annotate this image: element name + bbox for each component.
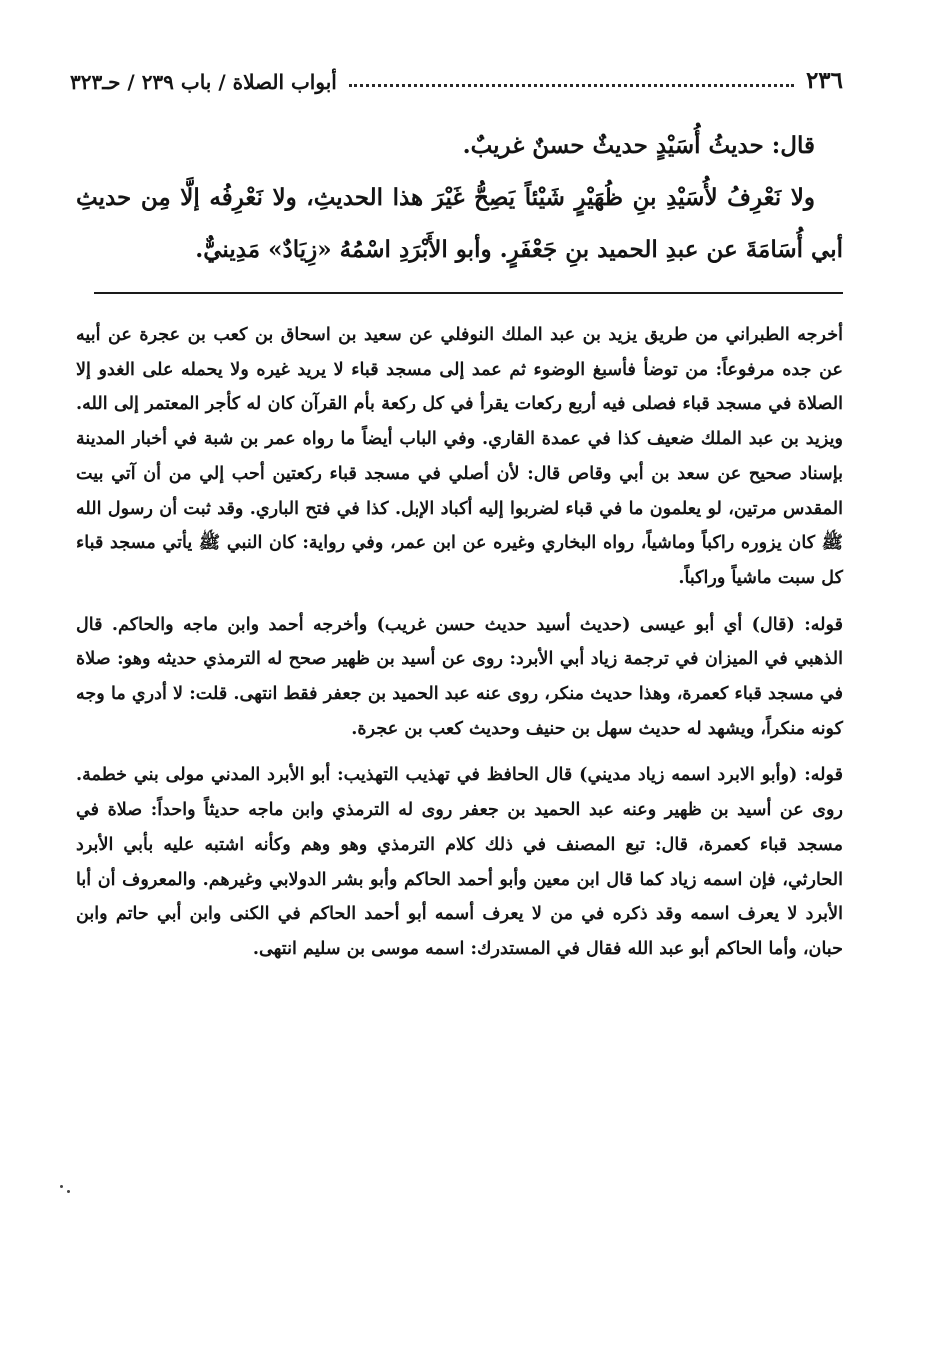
commentary-paragraph-3: قوله: (وأبو الابرد اسمه زياد مديني) قال الحافظ في تهذيب التهذيب: أبو الأبرد المدني مولى بني خطمة. روى عن أسيد بن ظهير وعنه عبد الحميد بن جعفر روى له الترمذي وابن ماجه حديثاً واحداً: صلاة في مسجد قباء كعمرة، قال: تبع المصنف في ذلك كلام الترمذي وهو وهم وكأنه اشتبه عليه بأبي الأبرد الحارثي، فإن اسمه زياد كما قال ابن معين وأبو أحمد الحاكم وأبو بشر الدولابي وغيرهم. والمعروف أن أبا الأبرد لا يعرف اسمه وقد ذكره في من لا يعرف أسمه أبو أحمد الحاكم في الكنى وابن أبي حاتم وابن حبان، وأما الحاكم أبو عبد الله فقال في المستدرك: اسمه موسى بن سليم انتهى. xyxy=(76,764,843,959)
scan-speck xyxy=(67,1190,70,1193)
footnote-separator-rule xyxy=(94,292,843,294)
header-dotted-leader xyxy=(349,84,794,87)
scan-speck xyxy=(60,1185,63,1188)
page-number: ٢٣٦ xyxy=(805,67,843,94)
main-text-line-1: قال: حديثُ أُسَيْدٍ حديثٌ حسنٌ غريبٌ. xyxy=(462,132,815,159)
running-title: أبواب الصلاة / باب ٢٣٩ / حـ٣٢٣ xyxy=(70,70,337,94)
commentary-paragraph-1: أخرجه الطبراني من طريق يزيد بن عبد الملك النوفلي عن سعيد بن اسحاق بن كعب بن عجرة عن أبيه عن جده مرفوعاً: من توضأ فأسبغ الوضوء ثم عمد إلى مسجد قباء لا يريد غيره ولا يحمله على الغدو إلا الصلاة في مسجد قباء فصلى فيه أربع ركعات يقرأ في كل ركعة بأم القرآن كان له كأجر المعتمر إلى الله. ويزيد بن عبد الملك ضعيف كذا في عمدة القاري. وفي الباب أيضاً ما رواه عمر بن شبة في أخبار المدينة بإسناد صحيح عن سعد بن أبي وقاص قال: لأن أصلي في مسجد قباء ركعتين أحب إلي من أن آتي بيت المقدس مرتين، لو يعلمون ما في قباء لضربوا إليه أكباد الإبل. كذا في فتح الباري. وقد ثبت أن رسول الله ﷺ كان يزوره راكباً وماشياً، رواه البخاري وغيره عن ابن عمر، وفي رواية: كان النبي ﷺ يأتي مسجد قباء كل سبت ماشياً وراكباً. xyxy=(76,324,843,588)
page-header xyxy=(70,58,843,92)
commentary-section xyxy=(76,318,843,967)
commentary-paragraph-2: قوله: (قال) أي أبو عيسى (حديث أسيد حديث حسن غريب) وأخرجه أحمد وابن ماجه والحاكم. قال الذهبي في الميزان في ترجمة زياد أبي الأبرد: روى عن أسيد بن ظهير صحح له الترمذي حديثه وهو: صلاة في مسجد قباء كعمرة، وهذا حديث منكر، روى عنه عبد الحميد بن جعفر فقط انتهى. قلت: لا أدري ما وجه كونه منكراً، ويشهد له حديث سهل بن حنيف وحديث كعب بن عجرة. xyxy=(76,613,843,739)
main-text-line-2: ولا نَعْرِفُ لأُسَيْدِ بنِ ظُهَيْرٍ شَيْئاً يَصِحُّ غَيْرَ هذا الحديثِ، ولا نَعْرِفُه إلَّا مِن حديثِ أبي أُسَامَةَ عن عبدِ الحميد بنِ جَعْفَرٍ. وأبو الأَبْرَدِ اسْمُهُ «زِيَادٌ» مَدِينيٌّ. xyxy=(76,184,843,263)
main-hadith-text xyxy=(76,120,843,276)
